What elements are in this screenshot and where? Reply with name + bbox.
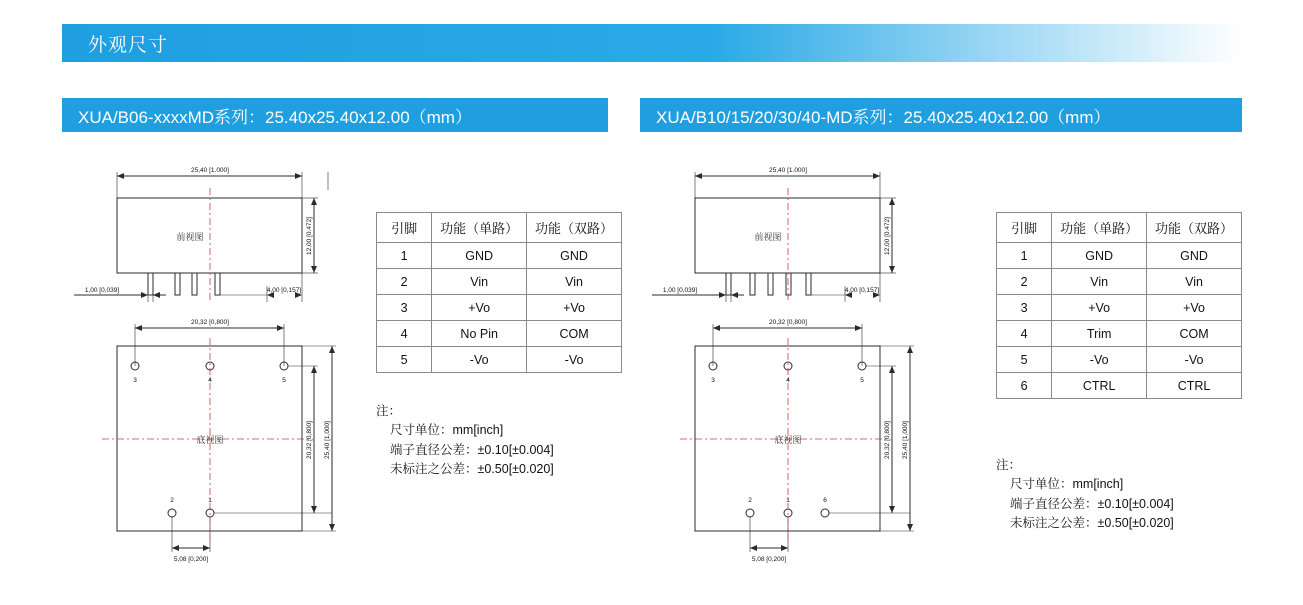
right-pin-label-4: 4 — [786, 377, 790, 384]
left-front-view-label: 前视图 — [176, 232, 204, 242]
left-pin-label-5: 5 — [282, 377, 286, 384]
right-panel — [640, 150, 1242, 580]
right-cell-pin: 1 — [997, 243, 1052, 269]
left-notes-head: 注： — [376, 404, 402, 418]
left-notes-line-3: 未标注之公差：±0.50[±0.020] — [390, 462, 554, 477]
right-dim-span-top: 20,32 [0,800] — [769, 319, 807, 326]
left-mechanical-drawing — [62, 150, 362, 570]
right-cell-dual: CTRL — [1147, 373, 1242, 399]
right-dim-pin-left: 1,00 [0,039] — [662, 287, 698, 294]
page-title: 外观尺寸 — [88, 34, 169, 56]
left-cell-pin: 5 — [377, 347, 432, 373]
table-row — [997, 347, 1242, 373]
right-pin-table — [996, 212, 1242, 399]
right-dim-width-top: 25,40 [1.000] — [769, 167, 807, 174]
right-cell-dual: +Vo — [1147, 295, 1242, 321]
left-pin-table — [376, 212, 622, 373]
left-dim-span-top: 20,32 [0,800] — [191, 319, 229, 326]
table-row — [997, 243, 1242, 269]
left-notes-line-2: 端子直径公差：±0.10[±0.004] — [390, 442, 554, 457]
right-pin-label-5: 5 — [860, 377, 864, 384]
left-dim-span-bottom: 5,08 [0,200] — [173, 556, 209, 563]
right-cell-dual: -Vo — [1147, 347, 1242, 373]
right-pin-label-6: 6 — [823, 497, 827, 504]
left-dim-width-top: 25,40 [1.000] — [191, 167, 229, 174]
right-model-banner-label: XUA/B10/15/20/30/40-MD系列：25.40x25.40x12.00（mm） — [656, 107, 1111, 127]
left-cell-pin: 2 — [377, 269, 432, 295]
right-cell-single: CTRL — [1052, 373, 1147, 399]
left-cell-single: +Vo — [432, 295, 527, 321]
right-cell-dual: COM — [1147, 321, 1242, 347]
right-cell-pin: 5 — [997, 347, 1052, 373]
right-cell-dual: GND — [1147, 243, 1242, 269]
right-mechanical-drawing — [640, 150, 940, 570]
right-cell-pin: 6 — [997, 373, 1052, 399]
left-pin-label-3: 3 — [133, 377, 137, 384]
right-cell-single: +Vo — [1052, 295, 1147, 321]
right-dim-pin-right: 4,00 [0,157] — [844, 287, 880, 294]
right-dim-span-bottom: 5,08 [0,200] — [751, 556, 787, 563]
left-cell-single: -Vo — [432, 347, 527, 373]
right-drawing-svg — [640, 150, 980, 570]
left-bottom-view-label: 底视图 — [196, 435, 224, 445]
left-cell-pin: 1 — [377, 243, 432, 269]
right-cell-single: Trim — [1052, 321, 1147, 347]
left-cell-single: Vin — [432, 269, 527, 295]
left-cell-dual: COM — [527, 321, 622, 347]
right-pin-label-2: 2 — [748, 497, 752, 504]
left-th-single: 功能（单路） — [432, 213, 527, 243]
right-cell-dual: Vin — [1147, 269, 1242, 295]
right-notes-line-2: 端子直径公差：±0.10[±0.004] — [1010, 496, 1174, 511]
left-cell-dual: Vin — [527, 269, 622, 295]
left-cell-single: GND — [432, 243, 527, 269]
left-panel — [62, 150, 622, 580]
right-notes-head: 注： — [996, 458, 1022, 472]
right-cell-single: GND — [1052, 243, 1147, 269]
right-th-single: 功能（单路） — [1052, 213, 1147, 243]
left-model-banner — [62, 98, 608, 132]
right-notes-line-1: 尺寸单位：mm[inch] — [1010, 477, 1124, 492]
section-banner — [62, 24, 1242, 62]
right-pin-label-3: 3 — [711, 377, 715, 384]
left-cell-dual: -Vo — [527, 347, 622, 373]
table-row — [377, 347, 622, 373]
left-dim-height-right: 12,00 [0.472] — [306, 217, 313, 255]
left-cell-single: No Pin — [432, 321, 527, 347]
table-header-row — [997, 213, 1242, 243]
right-cell-single: Vin — [1052, 269, 1147, 295]
right-notes — [996, 456, 1174, 534]
right-cell-pin: 2 — [997, 269, 1052, 295]
right-dim-height-right: 12,00 [0.472] — [884, 217, 891, 255]
left-pin-label-4: 4 — [208, 377, 212, 384]
table-row — [997, 269, 1242, 295]
table-row — [377, 321, 622, 347]
right-pin-label-1: 1 — [786, 497, 790, 504]
left-dim-pin-right: 4,00 [0,157] — [266, 287, 302, 294]
left-dim-span-right-outer: 25,40 [1,000] — [324, 421, 331, 459]
left-dim-span-right-inner: 20,32 [0,800] — [306, 421, 313, 459]
table-row — [997, 321, 1242, 347]
left-cell-dual: GND — [527, 243, 622, 269]
left-pin-label-1: 1 — [208, 497, 212, 504]
left-drawing-svg — [62, 150, 362, 570]
right-dim-span-right-inner: 20,32 [0,800] — [884, 421, 891, 459]
table-header-row — [377, 213, 622, 243]
right-cell-single: -Vo — [1052, 347, 1147, 373]
left-model-banner-label: XUA/B06-xxxxMD系列：25.40x25.40x12.00（mm） — [78, 107, 472, 127]
right-cell-pin: 4 — [997, 321, 1052, 347]
table-row — [377, 295, 622, 321]
left-cell-pin: 3 — [377, 295, 432, 321]
left-cell-pin: 4 — [377, 321, 432, 347]
table-row — [377, 243, 622, 269]
right-front-view-label: 前视图 — [754, 232, 782, 242]
right-notes-line-3: 未标注之公差：±0.50[±0.020] — [1010, 516, 1174, 531]
right-th-pin: 引脚 — [997, 213, 1052, 243]
table-row — [377, 269, 622, 295]
table-row — [997, 373, 1242, 399]
left-notes-line-1: 尺寸单位：mm[inch] — [390, 423, 504, 438]
right-dim-span-right-outer: 25,40 [1,000] — [902, 421, 909, 459]
left-th-dual: 功能（双路） — [527, 213, 622, 243]
right-model-banner — [640, 98, 1242, 132]
table-row — [997, 295, 1242, 321]
right-th-dual: 功能（双路） — [1147, 213, 1242, 243]
left-th-pin: 引脚 — [377, 213, 432, 243]
left-pin-label-2: 2 — [170, 497, 174, 504]
right-cell-pin: 3 — [997, 295, 1052, 321]
left-dim-pin-left: 1,00 [0,039] — [84, 287, 120, 294]
left-notes — [376, 402, 554, 480]
left-cell-dual: +Vo — [527, 295, 622, 321]
right-bottom-view-label: 底视图 — [774, 435, 802, 445]
